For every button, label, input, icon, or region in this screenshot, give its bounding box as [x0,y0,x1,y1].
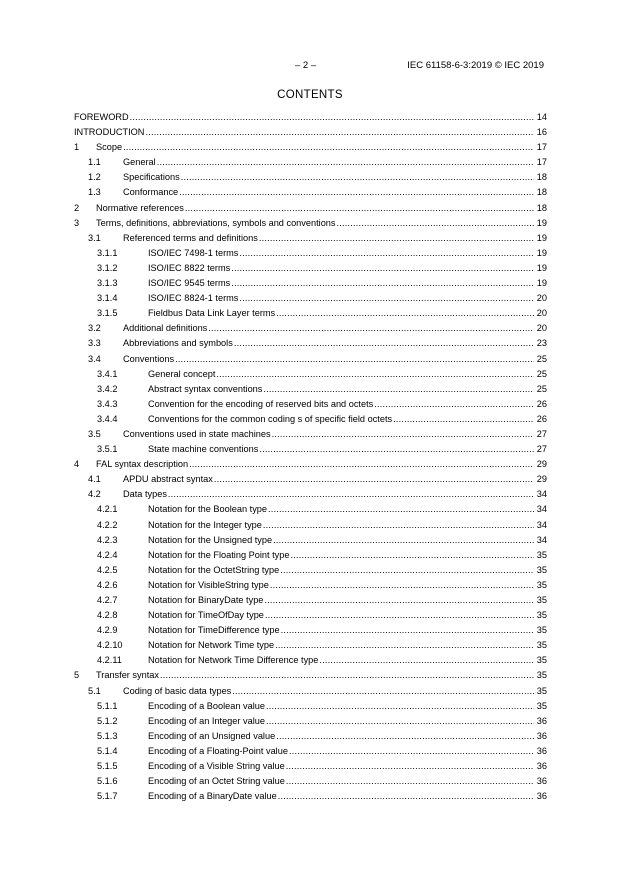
toc-entry-title: Encoding of an Unsigned value [148,730,276,741]
toc-entry[interactable] [74,504,547,519]
toc-entry-page: 26 [536,398,547,409]
toc-entry[interactable] [74,550,547,565]
toc-entry-number: 4.2.11 [97,655,122,666]
toc-entry[interactable] [74,157,547,172]
toc-entry-number: 4 [74,459,80,470]
toc-entry-number: 3.5.1 [97,444,118,455]
toc-entry[interactable] [74,278,547,293]
toc-entry-number: 2 [74,202,80,213]
toc-entry-number: 5.1.1 [97,700,118,711]
toc-entry-number: 4.2.6 [97,579,118,590]
toc-entry[interactable] [74,369,547,384]
toc-entry-page: 27 [536,444,547,455]
toc-entry-title: FOREWORD [74,112,129,122]
dot-leader [214,474,534,484]
dot-leader [160,670,534,680]
toc-entry-title: General [123,157,156,168]
dot-leader [263,520,534,530]
dot-leader [268,504,534,514]
toc-entry-title: Conventions [123,353,175,364]
toc-entry[interactable] [74,625,547,640]
toc-entry-title: Notation for TimeDifference type [148,625,280,636]
toc-entry[interactable] [74,716,547,731]
toc-entry-number: 4.2.5 [97,564,118,575]
toc-entry[interactable] [74,142,547,157]
toc-entry-title: Fieldbus Data Link Layer terms [148,308,276,319]
toc-entry-page: 36 [536,745,547,756]
toc-entry-number: 3.1.4 [97,293,118,304]
dot-leader [286,761,534,771]
toc-entry-number: 3.2 [88,323,101,334]
toc-entry-number: 3.1.5 [97,308,118,319]
toc-entry-number: 1 [74,142,80,153]
toc-entry-title: APDU abstract syntax [123,474,213,485]
dot-leader [374,399,534,409]
toc-entry[interactable] [74,791,547,806]
toc-entry-title: Encoding of an Octet String value [148,776,285,787]
dot-leader [263,384,534,394]
toc-entry-number: 1.1 [88,157,101,168]
dot-leader [266,716,534,726]
toc-entry-page: 19 [536,247,547,258]
toc-entry-title: Encoding of an Integer value [148,715,265,726]
dot-leader [393,414,534,424]
toc-entry-number: 4.2.4 [97,549,118,560]
toc-entry-page: 36 [536,791,547,802]
toc-entry-page: 26 [536,413,547,424]
dot-leader [259,444,534,454]
dot-leader [189,459,534,469]
toc-entry-title: Scope [96,142,123,153]
dot-leader [266,701,534,711]
toc-entry-page: 36 [536,761,547,772]
toc-entry-page: 19 [536,217,547,228]
toc-entry-number: 3.4.1 [97,368,118,379]
toc-entry-number: 1.3 [88,187,101,198]
toc-entry-number: 3.1.1 [97,247,118,258]
toc-entry-page: 18 [536,202,547,213]
toc-entry[interactable] [74,520,547,535]
toc-entry[interactable] [74,595,547,610]
toc-entry-page: 34 [536,504,547,515]
toc-entry[interactable] [74,308,547,323]
toc-entry[interactable] [74,610,547,625]
standard-reference: IEC 61158-6-3:2019 © IEC 2019 [407,60,544,71]
dot-leader [265,610,534,620]
toc-entry-title: FAL syntax description [96,459,189,470]
toc-entry-title: Encoding of a Visible String value [148,761,285,772]
toc-entry-title: Specifications [123,172,180,183]
toc-entry-number: 3.4.4 [97,413,118,424]
dot-leader [280,565,534,575]
table-of-contents [74,112,547,806]
toc-entry-page: 17 [536,142,547,153]
dot-leader [289,746,534,756]
toc-entry[interactable] [74,459,547,474]
toc-entry[interactable] [74,444,547,459]
toc-entry-page: 35 [536,625,547,636]
toc-entry-title: Transfer syntax [96,670,159,681]
toc-entry[interactable] [74,338,547,353]
toc-entry-title: ISO/IEC 8822 terms [148,262,231,273]
toc-entry-page: 19 [536,262,547,273]
dot-leader [216,369,534,379]
toc-entry-page: 18 [536,172,547,183]
toc-entry-number: 4.2.10 [97,640,123,651]
dot-leader [270,580,534,590]
toc-entry-title: Encoding of a Floating-Point value [148,745,288,756]
toc-entry-number: 4.2.1 [97,504,118,515]
dot-leader [181,172,534,182]
toc-entry-title: ISO/IEC 8824-1 terms [148,293,239,304]
toc-entry-number: 4.2.2 [97,519,118,530]
toc-entry-number: 3.1 [88,232,101,243]
toc-entry[interactable] [74,489,547,504]
toc-entry-title: Notation for the Floating Point type [148,549,290,560]
toc-entry[interactable] [74,580,547,595]
dot-leader [145,127,534,137]
toc-entry-title: Notation for Network Time Difference type [148,655,319,666]
toc-entry-number: 1.2 [88,172,101,183]
toc-entry-number: 5.1.2 [97,715,118,726]
toc-entry-number: 5.1 [88,685,101,696]
dot-leader [337,218,534,228]
toc-entry-title: General concept [148,368,216,379]
toc-entry[interactable] [74,761,547,776]
toc-entry[interactable] [74,323,547,338]
toc-entry-number: 3.4.3 [97,398,118,409]
toc-entry-page: 23 [536,338,547,349]
toc-entry-page: 34 [536,534,547,545]
toc-entry-number: 3.1.3 [97,278,118,289]
toc-entry[interactable] [74,248,547,263]
toc-entry-page: 20 [536,308,547,319]
toc-entry-page: 35 [536,610,547,621]
toc-entry-page: 36 [536,715,547,726]
toc-entry-title: Notation for the OctetString type [148,564,280,575]
dot-leader [179,187,534,197]
toc-entry-page: 29 [536,474,547,485]
toc-entry[interactable] [74,354,547,369]
dot-leader [168,489,534,499]
dot-leader [130,112,534,122]
toc-entry-title: Convention for the encoding of reserved bits and octets [148,398,374,409]
toc-entry-title: Conformance [123,187,179,198]
toc-entry-title: Normative references [96,202,184,213]
toc-entry-title: State machine conventions [148,444,259,455]
toc-entry-page: 17 [536,157,547,168]
toc-entry-page: 35 [536,595,547,605]
toc-entry-page: 35 [536,685,547,696]
dot-leader [286,776,534,786]
toc-entry-page: 14 [536,112,547,122]
toc-entry[interactable] [74,565,547,580]
toc-entry[interactable] [74,640,547,655]
toc-entry[interactable] [74,127,547,142]
dot-leader [123,142,534,152]
toc-entry-number: 3.5 [88,428,101,439]
toc-entry-number: 4.2.8 [97,610,118,621]
toc-entry-page: 35 [536,564,547,575]
dot-leader [276,731,534,741]
toc-entry-title: Abbreviations and symbols [123,338,233,349]
dot-leader [276,308,534,318]
toc-entry[interactable] [74,655,547,670]
toc-entry-title: Notation for VisibleString type [148,579,269,590]
dot-leader [264,595,534,605]
dot-leader [239,293,534,303]
toc-entry-title: Conventions used in state machines [123,428,271,439]
toc-entry-page: 25 [536,383,547,394]
toc-entry[interactable] [74,233,547,248]
toc-entry-number: 4.2.7 [97,595,118,605]
dot-leader [290,550,534,560]
toc-entry[interactable] [74,263,547,278]
toc-entry-title: Coding of basic data types [123,685,232,696]
toc-entry-title: ISO/IEC 9545 terms [148,278,231,289]
toc-entry-number: 4.2.3 [97,534,118,545]
toc-entry-page: 35 [536,700,547,711]
toc-entry-page: 18 [536,187,547,198]
toc-entry-page: 25 [536,353,547,364]
toc-entry-page: 20 [536,293,547,304]
dot-leader [232,686,534,696]
toc-entry-title: Encoding of a BinaryDate value [148,791,277,802]
toc-entry-title: Notation for the Boolean type [148,504,268,515]
toc-entry-number: 5 [74,670,80,681]
toc-entry-title: Notation for TimeOfDay type [148,610,264,621]
dot-leader [157,157,534,167]
toc-entry-title: Notation for Network Time type [148,640,275,651]
toc-entry[interactable] [74,474,547,489]
toc-entry-number: 3 [74,217,80,228]
dot-leader [208,323,534,333]
dot-leader [231,263,534,273]
dot-leader [319,655,534,665]
toc-entry-title: Encoding of a Boolean value [148,700,265,711]
toc-entry-page: 20 [536,323,547,334]
toc-entry-page: 29 [536,459,547,470]
toc-entry-number: 5.1.6 [97,776,118,787]
toc-entry[interactable] [74,535,547,550]
dot-leader [175,354,534,364]
dot-leader [231,278,534,288]
toc-entry-page: 35 [536,549,547,560]
toc-entry-page: 35 [536,670,547,681]
page-number: – 2 – [295,60,317,71]
toc-entry-page: 36 [536,776,547,787]
dot-leader [278,791,534,801]
dot-leader [272,429,534,439]
toc-entry-number: 5.1.4 [97,745,118,756]
toc-entry-number: 3.1.2 [97,262,118,273]
toc-entry-page: 35 [536,579,547,590]
toc-entry[interactable] [74,203,547,218]
toc-entry-title: Abstract syntax conventions [148,383,263,394]
dot-leader [239,248,534,258]
toc-entry-title: Notation for the Integer type [148,519,262,530]
toc-entry-number: 4.2 [88,489,101,500]
toc-entry-page: 35 [536,655,547,666]
toc-entry-number: 5.1.7 [97,791,118,802]
toc-entry-title: Notation for BinaryDate type [148,595,264,605]
dot-leader [185,203,534,213]
toc-entry-title: Notation for the Unsigned type [148,534,273,545]
toc-entry[interactable] [74,112,547,127]
toc-entry-page: 34 [536,489,547,500]
toc-entry-page: 19 [536,278,547,289]
toc-entry-title: Terms, definitions, abbreviations, symbols and conventions [96,217,336,228]
toc-entry-page: 35 [536,640,547,651]
toc-entry-page: 27 [536,428,547,439]
toc-entry-page: 16 [536,127,547,138]
toc-entry-number: 3.3 [88,338,101,349]
toc-entry-page: 36 [536,730,547,741]
toc-entry-title: Conventions for the common coding s of specific field octets [148,413,393,424]
page-header [0,60,620,74]
dot-leader [259,233,534,243]
toc-entry-number: 4.1 [88,474,101,485]
dot-leader [234,338,534,348]
toc-entry-title: Data types [123,489,167,500]
toc-entry-page: 34 [536,519,547,530]
toc-entry[interactable] [74,731,547,746]
toc-entry[interactable] [74,429,547,444]
toc-entry[interactable] [74,172,547,187]
toc-entry[interactable] [74,414,547,429]
toc-entry-title: Referenced terms and definitions [123,232,258,243]
toc-entry[interactable] [74,670,547,685]
toc-entry[interactable] [74,218,547,233]
toc-entry-number: 5.1.5 [97,761,118,772]
toc-entry[interactable] [74,746,547,761]
toc-entry-title: Additional definitions [123,323,208,334]
toc-entry-title: INTRODUCTION [74,127,145,138]
toc-entry-title: ISO/IEC 7498-1 terms [148,247,239,258]
toc-entry-number: 5.1.3 [97,730,118,741]
toc-entry-number: 3.4 [88,353,101,364]
toc-entry[interactable] [74,701,547,716]
dot-leader [275,640,534,650]
toc-entry[interactable] [74,399,547,414]
toc-entry-number: 4.2.9 [97,625,118,636]
toc-entry[interactable] [74,384,547,399]
toc-entry[interactable] [74,776,547,791]
toc-entry[interactable] [74,293,547,308]
contents-title: CONTENTS [277,89,343,101]
toc-entry[interactable] [74,686,547,701]
dot-leader [281,625,534,635]
toc-entry-page: 19 [536,232,547,243]
toc-entry-page: 25 [536,368,547,379]
toc-entry-number: 3.4.2 [97,383,118,394]
dot-leader [273,535,534,545]
toc-entry[interactable] [74,187,547,202]
